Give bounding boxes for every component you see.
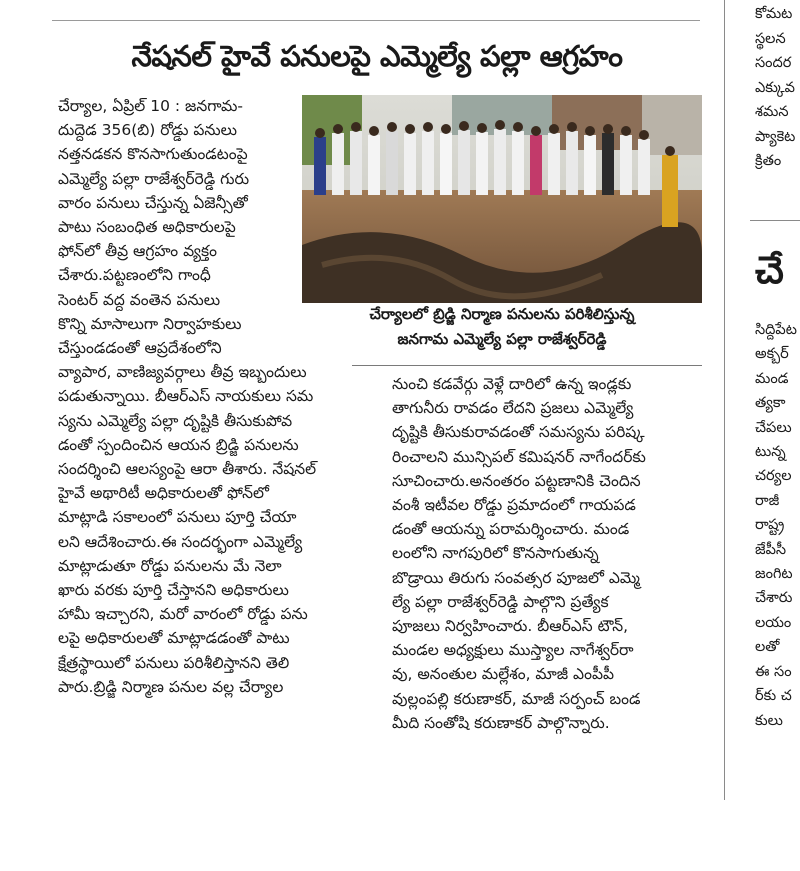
adjacent-article-body: సిద్దిపేట అక్బర్ మండ త్యకా చేపలు టున్న చర్యల రాజీ రాష్ట్ర జేపీసీ జంగిట చేశారు లయం లతో ఈ సం ర్‌కు చ కులు	[755, 322, 797, 729]
top-rule	[52, 20, 700, 21]
adjacent-article-top-text: కోమట స్థలన సందర ఎక్కువ శమన ప్యాకెట క్రితం	[755, 6, 796, 169]
caption-rule	[352, 365, 702, 366]
news-photo	[302, 95, 702, 303]
adjacent-article-rule	[750, 220, 800, 221]
adjacent-article-headline: చే	[755, 248, 784, 292]
column-divider	[724, 0, 725, 800]
photo-illustration	[302, 95, 702, 303]
article-column-2: నుంచి కడవేర్గు వెళ్లే దారిలో ఉన్న ఇండ్లకు తాగునీరు రావడం లేదని ప్రజలు ఎమ్మెల్యే దృష్టికి తీసుకురావడంతో సమస్యను పరిష్క రించాలని మున్సిపల్ కమిషనర్ నాగేందర్‌కు సూచించారు.అనంతరం పట్టణానికి చెందిన వంశీ ఇటీవల రోడ్డు ప్రమాదంలో గాయపడ డంతో ఆయన్ను పరామర్శించారు. మండ లంలోని నాగపురిలో కొనసాగుతున్న బొడ్రాయి తిరుగు సంవత్సర పూజలో ఎమ్మె ల్యే పల్లా రాజేశ్వర్‌రెడ్డి పాల్గొని ప్రత్యేక పూజలు నిర్వహించారు. బీఆర్ఎస్ టౌన్, మండల అధ్యక్షులు ముస్త్యాల నాగేశ్వర్‌రా వు, అనంతుల మల్లేశం, మాజీ ఎంపీపీ వుల్లంపల్లి కరుణాకర్, మాజీ సర్పంచ్ బండ మీది సంతోషి కరుణాకర్ పాల్గొన్నారు.	[392, 375, 646, 732]
photo-caption: చేర్యాలలో బ్రిడ్జి నిర్మాణ పనులను పరిశీలిస్తున్న జనగామ ఎమ్మెల్యే పల్లా రాజేశ్వర్‌రెడ్డి	[369, 305, 635, 348]
article-headline: నేషనల్ హైవే పనులపై ఎమ్మెల్యే పల్లా ఆగ్రహం	[131, 39, 623, 73]
article-column-1: చేర్యాల, ఏప్రిల్ 10 : జనగామ- దుద్దెడ 356(బి) రోడ్డు పనులు నత్తనడకన కొనసాగుతుండటంపై ఎమ్మెల్యే పల్లా రాజేశ్వర్‌రెడ్డి గురు వారం పనులు చేస్తున్న ఏజెన్సీతో పాటు సంబంధిత అధికారులపై ఫోన్‌లో తీవ్ర ఆగ్రహం వ్యక్తం చేశారు.పట్టణంలోని గాంధీ సెంటర్ వద్ద వంతెన పనులు కొన్ని మాసాలుగా నిర్వాహకులు చేస్తుండడంతో ఆప్రదేశంలోని వ్యాపార, వాణిజ్యవర్గాలు తీవ్ర ఇబ్బందులు పడుతున్నాయి. బీఆర్ఎస్ నాయకులు సమ స్యను ఎమ్మెల్యే పల్లా దృష్టికి తీసుకుపోవ డంతో స్పందించిన ఆయన బ్రిడ్జి పనులను సందర్శించి ఆలస్యంపై ఆరా తీశారు. నేషనల్ హైవే అథారిటీ అధికారులతో ఫోన్‌లో మాట్లాడి సకాలంలో పనులు పూర్తి చేయా లని ఆదేశించారు.ఈ సందర్భంగా ఎమ్మెల్యే మాట్లాడుతూ రోడ్డు పనులను మే నెలా ఖారు వరకు పూర్తి చేస్తానని అధికారులు హామీ ఇచ్చారని, మరో వారంలో రోడ్డు పను లపై అధికారులతో మాట్లాడడంతో పాటు క్షేత్రస్థాయిలో పనులు పరిశీలిస్తానని తెలి పారు.బ్రిడ్జి నిర్మాణ పనుల వల్ల చేర్యాల	[58, 97, 317, 696]
